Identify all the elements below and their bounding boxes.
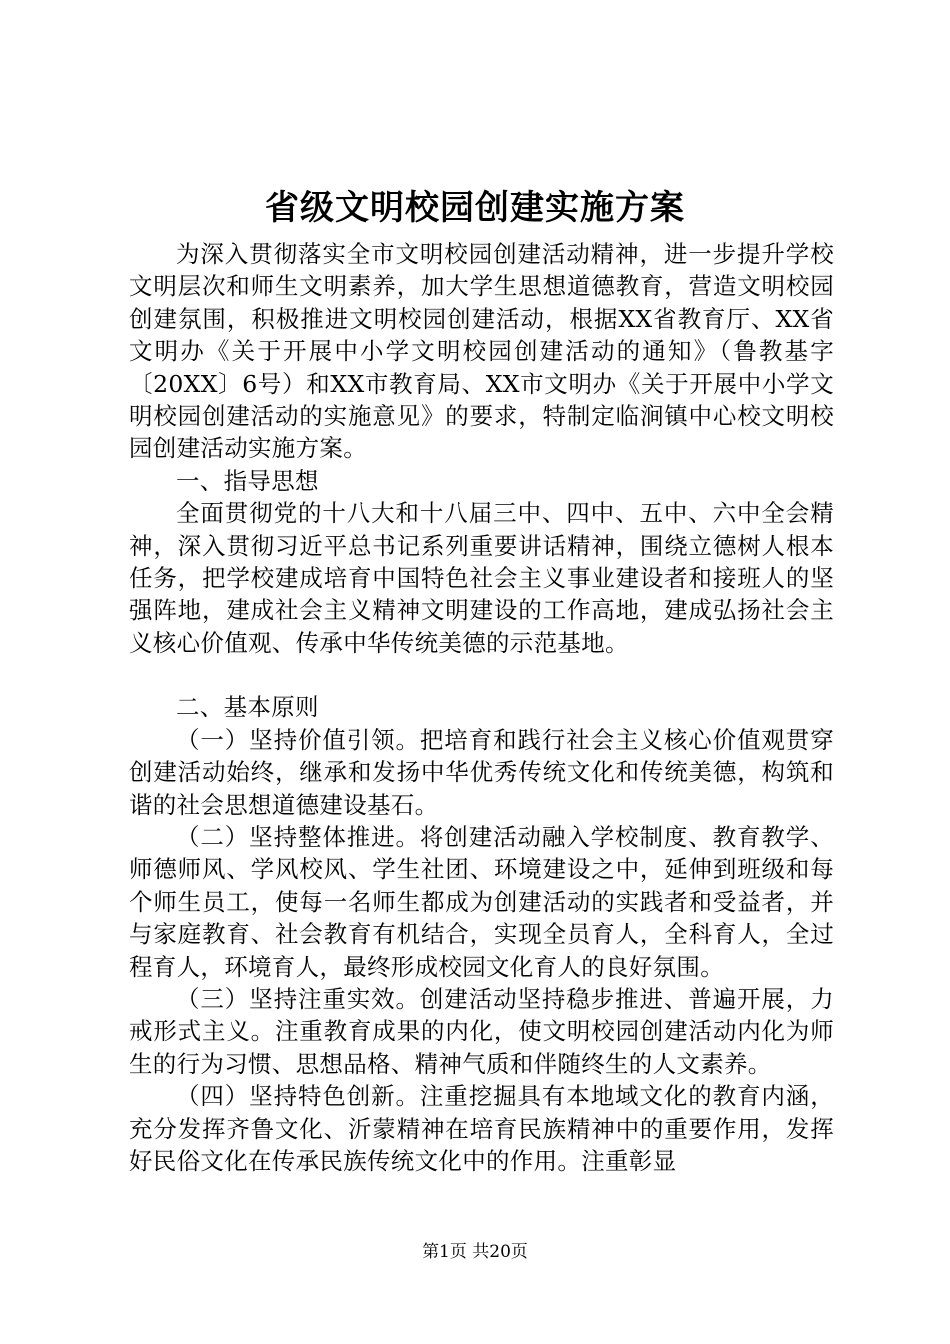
intro-paragraph: 为深入贯彻落实全市文明校园创建活动精神，进一步提升学校文明层次和师生文明素养，加大学生思想道德教育，营造文明校园创建氛围，积极推进文明校园创建活动，根据XX省教育厅、XX省文明办《关于开展中小学文明校园创建活动的通知》（鲁教基字〔20XX〕6号）和XX市教育局、XX市文明办《关于开展中小学文明校园创建活动的实施意见》的要求，特制定临涧镇中心校文明校园创建活动实施方案。 [129,240,834,463]
section-heading-guiding-ideology: 一、指导思想 [176,466,319,495]
principle-item-4: （四）坚持特色创新。注重挖掘具有本地域文化的教育内涵，充分发挥齐鲁文化、沂蒙精神在培育民族精神中的重要作用，发挥好民俗文化在传承民族传统文化中的作用。注重彰显 [129,1082,834,1175]
document-title: 省级文明校园创建实施方案 [265,188,685,228]
section-heading-basic-principles: 二、基本原则 [176,693,319,722]
principle-item-1: （一）坚持价值引领。把培育和践行社会主义核心价值观贯穿创建活动始终，继承和发扬中华优秀传统文化和传统美德，构筑和谐的社会思想道德建设基石。 [129,725,834,819]
principle-item-2: （二）坚持整体推进。将创建活动融入学校制度、教育教学、师德师风、学风校风、学生社团、环境建设之中，延伸到班级和每个师生员工，使每一名师生都成为创建活动的实践者和受益者，并与家庭教育、社会教育有机结合，实现全员育人，全科育人，全过程育人，环境育人，最终形成校园文化育人的良好氛围。 [129,822,834,981]
document-body [129,238,834,1177]
page-footer: 第1页 共20页 [422,1242,528,1262]
guiding-ideology-paragraph: 全面贯彻党的十八大和十八届三中、四中、五中、六中全会精神，深入贯彻习近平总书记系列重要讲话精神，围绕立德树人根本任务，把学校建成培育中国特色社会主义事业建设者和接班人的坚强阵地，建成社会主义精神文明建设的工作高地，建成弘扬社会主义核心价值观、传承中华传统美德的示范基地。 [129,499,834,657]
paragraph-spacer [129,659,834,691]
principle-item-3: （三）坚持注重实效。创建活动坚持稳步推进、普遍开展，力戒形式主义。注重教育成果的内化，使文明校园创建活动内化为师生的行为习惯、思想品格、精神气质和伴随终生的人文素养。 [129,984,834,1078]
